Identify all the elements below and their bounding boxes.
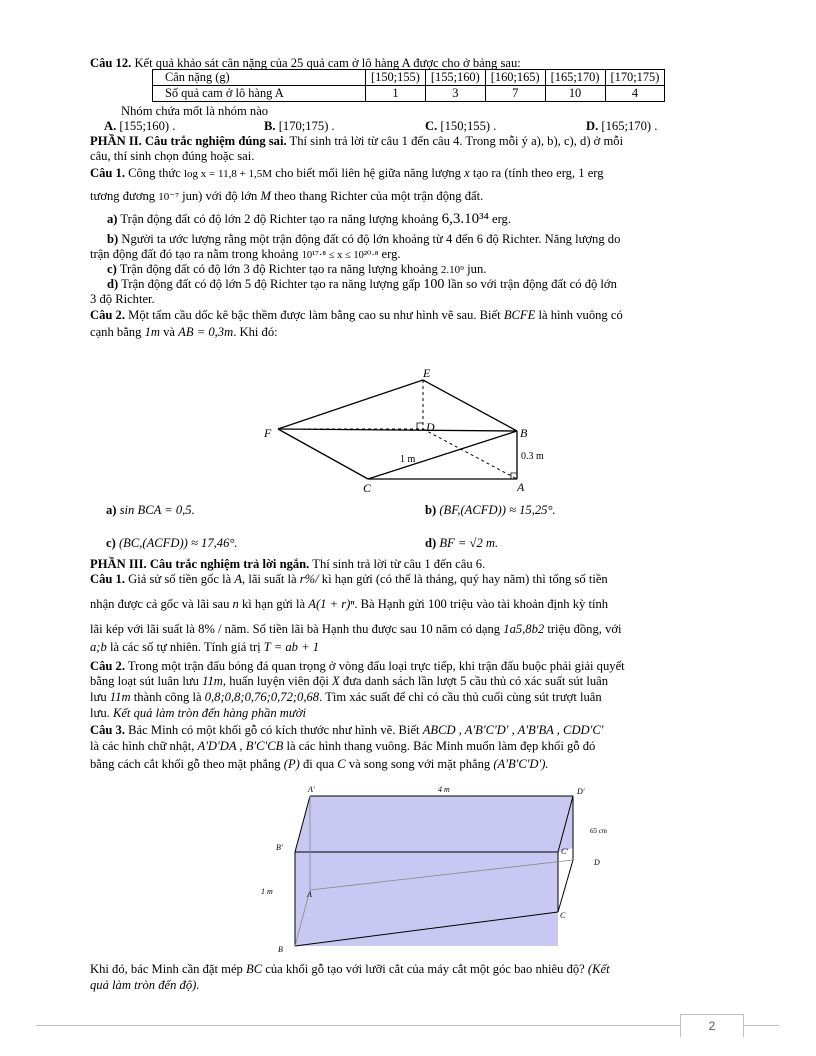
- p3-q2-line2: bằng loạt sút luân lưu 11m, huấn luyện viên đội X đưa danh sách lần lượt 5 cầu thủ có xác suất sút luân: [90, 674, 609, 688]
- p2-q1-line2: tương đương 10⁻⁷ jun) với độ lớn M theo thang Richter của một trận động đất.: [90, 189, 484, 203]
- label-e: E: [423, 366, 431, 380]
- edge-fc: [278, 429, 368, 479]
- table-row: [153, 70, 665, 86]
- table-cell: [160;165): [485, 70, 545, 86]
- table-header-count: Số quả cam ở lô hàng A: [153, 86, 366, 102]
- table-cell: [155;160): [425, 70, 485, 86]
- table-cell: [150;155): [366, 70, 426, 86]
- q12-option-b[interactable]: B. [170;175) .: [264, 119, 335, 133]
- p3-q3-line1: Câu 3. Bác Minh có một khối gỗ có kích thước như hình vẽ. Biết ABCD , A'B'C'D' , A'B'BA , CDD'C': [90, 723, 604, 737]
- edge-cb: [368, 431, 517, 479]
- table-cell: 4: [605, 86, 665, 102]
- label-c: C: [363, 481, 372, 495]
- p2-q2-d[interactable]: d) BF = √2 m.: [425, 536, 499, 550]
- table-cell: 10: [545, 86, 605, 102]
- p3-q3-line3: bằng cách cắt khối gỗ theo mặt phẳng (P) đi qua C và song song với mặt phẳng (A'B'C'D').: [90, 757, 549, 771]
- p3-q1-line2: nhận được cả gốc và lãi sau n kì hạn gửi là A(1 + r)ⁿ. Bà Hạnh gửi 100 triệu vào tài khoản định kỳ tính: [90, 597, 609, 611]
- p2-q1-a: a) Trận động đất có độ lớn 2 độ Richter tạo ra năng lượng khoảng 6,3.10³⁴ erg.: [107, 211, 512, 227]
- table-row: [153, 86, 665, 102]
- label-a: A: [307, 890, 312, 899]
- label-b: B: [278, 945, 283, 952]
- part2-heading: PHẦN II. Câu trắc nghiệm đúng sai. Thí sinh trả lời từ câu 1 đến câu 4. Trong mỗi ý a), b), c), d) ở mỗi: [90, 134, 624, 148]
- table-cell: 3: [425, 86, 485, 102]
- p2-q2-line2: cạnh bằng 1m và AB = 0,3m. Khi đó:: [90, 325, 278, 339]
- table-header-weight: Cân nặng (g): [153, 70, 366, 86]
- table-cell: [165;170): [545, 70, 605, 86]
- label-03m: 0.3 m: [521, 451, 544, 462]
- p2-q1-d-line2: 3 độ Richter.: [90, 292, 155, 306]
- p2-q2-a[interactable]: a) sin BCA = 0,5.: [106, 503, 195, 517]
- p3-q2-line3: lưu 11m thành công là 0,8;0,8;0,76;0,72;0,68. Tìm xác suất để chỉ có cầu thủ cuối cùng sút trượt luân: [90, 690, 602, 704]
- p3-q3-line5: quả làm tròn đến độ).: [90, 978, 200, 992]
- p2-q2-b[interactable]: b) (BF,(ACFD)) ≈ 15,25°.: [425, 503, 556, 517]
- label-a: A: [517, 480, 525, 494]
- label-a-prime: A': [308, 785, 315, 794]
- edge-fb: [278, 429, 517, 431]
- p3-q1-line4: a;b là các số tự nhiên. Tính giá trị T = ab + 1: [90, 640, 320, 654]
- label-c-prime: C': [561, 847, 569, 856]
- q12-question: Nhóm chứa mốt là nhóm nào: [121, 104, 269, 118]
- p2-q1-c: c) Trận động đất có độ lớn 3 độ Richter tạo ra năng lượng khoảng 2.10⁹ jun.: [107, 262, 487, 276]
- q12-option-d[interactable]: D. [165;170) .: [586, 119, 658, 133]
- weight-table: [152, 69, 665, 102]
- part2-instruction: câu, thí sinh chọn đúng hoặc sai.: [90, 149, 255, 163]
- label-d: D: [426, 420, 435, 434]
- label-b-prime: B': [276, 843, 283, 852]
- p3-q2-line1: Câu 2. Trong một trận đấu bóng đá quan trọng ở vòng đấu loại trực tiếp, khi trận đấu buộc phải giải quyết: [90, 659, 625, 673]
- p2-q1-d-line1: d) Trận động đất có độ lớn 5 độ Richter tạo ra năng lượng gấp 100 lần so với trận động đất có độ lớn: [107, 277, 617, 292]
- label-1m-block: 1 m: [261, 887, 273, 896]
- edge-dc: [558, 860, 573, 912]
- p3-q3-line4: Khi đó, bác Minh cần đặt mép BC của khối gỗ tạo với lưỡi cắt của máy cắt một góc bao nhiêu độ? (Kết: [90, 962, 610, 976]
- q12-option-c[interactable]: C. [150;155) .: [425, 119, 497, 133]
- footer-rule-right: [743, 1025, 779, 1026]
- q12-stem: Câu 12. Kết quả khảo sát cân nặng của 25 quả cam ở lô hàng A được cho ở bảng sau:: [90, 56, 521, 70]
- label-c: C: [560, 911, 566, 920]
- label-d: D: [594, 858, 600, 867]
- wood-block-figure: [255, 772, 615, 952]
- label-d-prime: D': [577, 787, 585, 796]
- edge-da-hidden: [423, 429, 517, 479]
- p2-q2-line1: Câu 2. Một tấm cầu dốc kê bậc thềm được làm bằng cao su như hình vẽ sau. Biết BCFE là hình vuông có: [90, 308, 623, 322]
- edge-eb: [423, 380, 517, 431]
- right-angle-a: [511, 473, 517, 479]
- p3-q1-line1: Câu 1. Giả sử số tiền gốc là A, lãi suất là r%/ kì hạn gửi (có thể là tháng, quý hay năm) thì tổng số tiền: [90, 572, 608, 586]
- label-b: B: [520, 426, 528, 440]
- label-f: F: [264, 426, 272, 440]
- p3-q1-line3: lãi kép với lãi suất là 8% / năm. Số tiền lãi bà Hạnh thu được sau 10 năm có dạng 1a5,8b2 triệu đồng, với: [90, 622, 622, 636]
- table-cell: 7: [485, 86, 545, 102]
- p3-q2-line4: lưu. Kết quả làm tròn đến hàng phần mười: [90, 706, 306, 720]
- ramp-figure: [255, 365, 575, 495]
- footer-rule-left: [36, 1025, 680, 1026]
- p2-q1-line1: Câu 1. Công thức log x = 11,8 + 1,5M cho biết mối liên hệ giữa năng lượng x tạo ra (tính theo erg, 1 erg: [90, 166, 604, 180]
- p2-q1-b-line2: trận động đất đó tạo ra nằm trong khoảng 10¹⁷·⁸ ≤ x ≤ 10²⁰·⁸ erg.: [90, 247, 401, 261]
- right-angle-d: [417, 423, 423, 429]
- p3-q3-line2: là các hình chữ nhật, A'D'DA , B'C'CB là các hình thang vuông. Bác Minh muốn làm đẹp khối gỗ đó: [90, 739, 596, 753]
- table-cell: 1: [366, 86, 426, 102]
- q12-option-a[interactable]: A. [155;160) .: [104, 119, 176, 133]
- table-cell: [170;175): [605, 70, 665, 86]
- p2-q2-c[interactable]: c) (BC,(ACFD)) ≈ 17,46°.: [106, 536, 238, 550]
- page-number: 2: [680, 1014, 744, 1037]
- edge-fe: [278, 380, 423, 429]
- part3-heading: PHẦN III. Câu trắc nghiệm trả lời ngắn. Thí sinh trả lời từ câu 1 đến câu 6.: [90, 557, 486, 571]
- block-fill: [295, 796, 573, 946]
- label-1m: 1 m: [400, 454, 416, 465]
- label-4m: 4 m: [438, 785, 450, 794]
- label-65cm: 65 cm: [590, 827, 607, 835]
- p2-q1-b-line1: b) Người ta ước lượng rằng một trận động đất có độ lớn khoảng từ 4 đến 6 độ Richter. Năng lượng do: [107, 232, 621, 246]
